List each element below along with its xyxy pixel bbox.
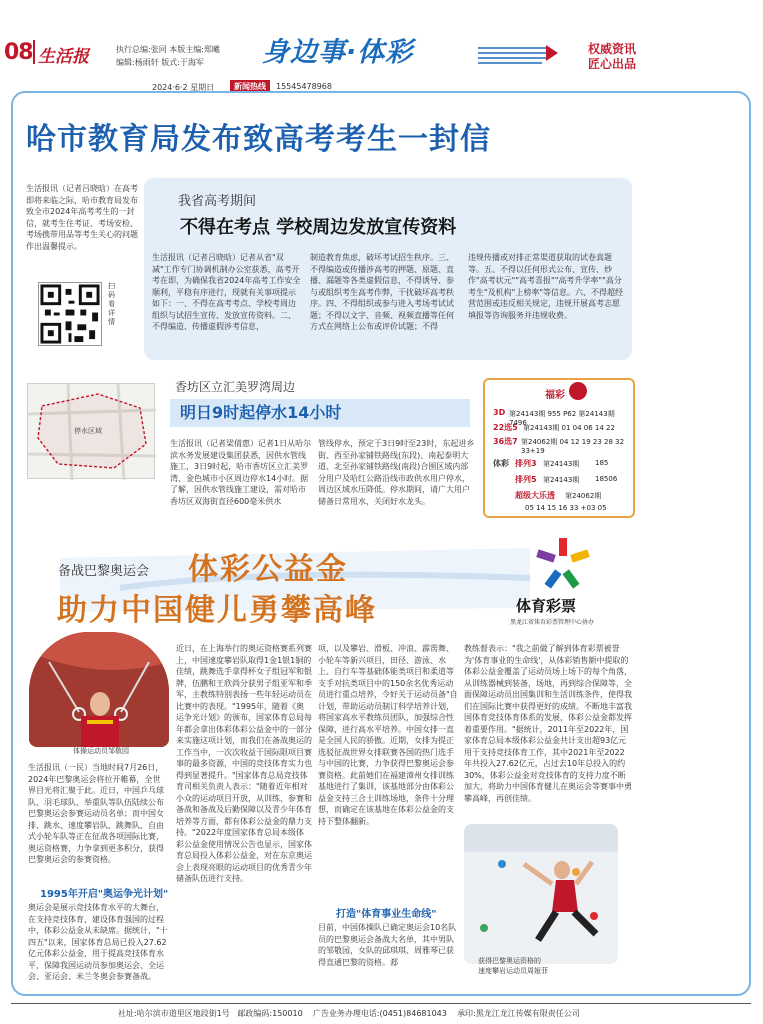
banner-headline-line-1: 体彩公益金 <box>188 552 348 587</box>
photo-caption-climber-line-1: 获得巴黎奥运资格的 <box>478 957 541 965</box>
sub-article-col-2: 制造教育焦虑，破坏考试招生秩序。三、不得编造或传播涉高考的押题、原题、直播、漏题等各类虚假信息，不得诱导、参与或组织考生高考作弊，干扰破坏高考秩序。四、不得组织或参与进入考场考试试题；不得以文字、音频、视频直播等任何方式在网络上公布或评价试题；不得 <box>310 253 454 331</box>
qr-code-icon[interactable] <box>38 282 102 346</box>
photo-caption-climber <box>478 956 548 976</box>
banner-kicker: 备战巴黎奥运会 <box>58 564 150 579</box>
welfare-logo-icon <box>569 382 587 400</box>
photo-caption-climber-line-2: 速度攀岩运动员周娅菲 <box>478 967 548 975</box>
paper-name: 生活报 <box>38 47 89 67</box>
dlt-label: 超级大乐透 <box>515 491 555 500</box>
main-col-4: 教练督表示："我之前做了解到体育彩票被誉为'体育事业的生命线'，从体彩销售额中提取的体彩公益金覆盖了运动员场上场下的每个角落，从训练器械到装备，场地，再到综合保障等，全面保障运动员出国集训和生活训练条件，使得我们在国际比赛中获得更好的成绩。不断地丰富我国体育竞技体育体系的发展，体彩公益金都发挥着重要作用。"据统计，2011年至2022年，国家体育总局本级体彩公益金共计支出超93亿元用于支持竞技体育工作，其中2021年至2022年共投入27.62亿元，占过去10年总投入的约30%，体彩公益金对竞技体育的支持力度不断加大，将助力中国体育健儿在奥运会等赛事中勇攀高峰，再创佳绩。 <box>464 644 632 803</box>
sports-lottery-logo-sub: 黑龙江省体育彩票管理中心协办 <box>510 619 595 626</box>
sub-article-kicker: 我省高考期间 <box>178 194 257 209</box>
photo-caption-gymnast: 体操运动员邹敬园 <box>73 747 129 755</box>
section-title: 身边事·体彩 <box>262 37 414 68</box>
pl3-label: 排列3 <box>515 459 537 468</box>
pl5-value: 18506 <box>595 475 618 483</box>
water-notice-headline: 明日9时起停水14小时 <box>180 403 342 422</box>
water-notice-col-2: 管线停水，预定于3日9时至23时，东起进乡街、西至孙家铺铁路线(东段)、南起泰明大道、北至孙家铺铁路线(南段)合围区域内部分用户及哈红公路沿线市政供水用户停水，周边区域水压降低。停水期间，请广大用户储备日常用水，关闭好水龙头。 <box>318 439 475 506</box>
gymnast-image-icon <box>29 632 169 747</box>
lot-36x7-label: 36选7 <box>493 437 518 446</box>
qr-label: 扫码看详情 <box>108 282 115 326</box>
lot-22x5-numbers: 第24143期 01 04 06 14 22 <box>523 424 615 432</box>
dlt-period: 第24062期 <box>565 492 602 500</box>
footer-ad-phone: 广告业务办理电话:(0451)84681043 <box>312 1009 447 1018</box>
gymnast-photo <box>29 632 169 747</box>
lot-22x5-label: 22选5 <box>493 423 518 432</box>
sports-lottery-logo-text: 体育彩票 <box>516 597 577 615</box>
main-col-1-tail: 奥运会是展示竞技体育水平的大舞台，在支持竞技体育，建设体育强国的过程中，体彩公益金从未缺席。据统计，"十四五"以来，国家体育总局已投入27.62亿元体彩公益金，用于提高竞技体育水平，保障我国运动员参加奥运会、全运会、亚运会、米兰冬奥会参赛备战。 <box>28 903 168 981</box>
lead-headline: 哈市教育局发布致高考考生一封信 <box>26 122 491 157</box>
dlt-numbers: 05 14 15 16 33 +03 05 <box>525 504 607 512</box>
footer-address: 社址:哈尔滨市道里区地段街1号 <box>118 1009 230 1018</box>
masthead-divider <box>33 40 35 64</box>
slogan-line-1: 权威资讯 <box>588 42 637 56</box>
outage-map <box>27 383 155 479</box>
banner-headline-line-2: 助力中国健儿勇攀高峰 <box>57 593 377 628</box>
intro-text: 生活报讯（记者吕晓晗）在高考即将来临之际，哈市教育局发布致全市2024年高考考生的一封信，就考生住考证、考场安检、考场携带用品等考生关心的问题作出温馨提示。 <box>26 184 138 251</box>
footer <box>118 1008 580 1019</box>
lot-3d-label: 3D <box>493 408 506 417</box>
sports-lottery-logo-icon <box>533 534 593 594</box>
footer-postcode: 邮政编码:150010 <box>237 1009 303 1018</box>
water-notice-col-1: 生活报讯（记者梁倩惠）记者1日从哈尔滨水务发展建设集团获悉，因供水管线施工，3日9时起，哈市香坊区立汇美罗湾、金色城市小区周边停水14小时。据了解，因供水管线施工建设，需对哈市香坊区双海街直径600毫米供水 <box>170 439 312 506</box>
pl5-period: 第24143期 <box>543 476 580 484</box>
main-col-1-lead: 生活报讯（一民）当地时间7月26日，2024年巴黎奥运会将拉开帷幕，全世界目光将汇聚于此。近日，中国乒乓球队、羽毛球队、举重队等队伍陆续公布巴黎奥运会参赛运动员名单；而中国女排、跳水、速度攀岩队、跳舞队、自由式小轮车队等正在征战各项国际比赛，奥运资格赛，力争拿到更多积分，获得巴黎奥运会的参赛资格。 <box>28 763 164 864</box>
pl3-value: 185 <box>595 459 609 467</box>
decorative-lines-icon <box>478 44 558 66</box>
main-subhead-2: 打造"体育事业生命线" <box>336 909 437 920</box>
climber-image-icon <box>464 824 618 964</box>
footer-printer: 承印:黑龙江龙江传媒有限责任公司 <box>457 1009 580 1018</box>
pl5-label: 排列5 <box>515 475 537 484</box>
masthead <box>0 0 763 82</box>
sub-article-col-3: 违规传播或对排正常渠道获取的试卷真题等。五、不得以任何形式公布、宣传、炒作"高考状元""高考喜报""高考升学率""高分考生"及机构"上榜率"等信息。六、不得超经营范围或违反相关规定，违规开展高考志愿填报等咨询服务并违规收费。 <box>468 253 624 320</box>
pl3-period: 第24143期 <box>543 460 580 468</box>
staff-line-2: 编辑:杨雨轩 版式:于海军 <box>116 58 204 67</box>
slogan-line-2: 匠心出品 <box>588 57 637 71</box>
welfare-lottery-title: 福彩 <box>545 390 565 401</box>
hotline-number: 15545478968 <box>276 82 332 91</box>
lot-36x7-numbers: 第24062期 04 12 19 23 28 32 33+19 <box>521 438 625 455</box>
sub-article-headline: 不得在考点 学校周边发放宣传资料 <box>180 217 457 238</box>
map-label: 停水区域 <box>74 427 102 435</box>
water-notice-kicker: 香坊区立汇美罗湾周边 <box>175 380 296 394</box>
staff-line-1: 执行总编:张同 本版主编:郑曦 <box>116 45 220 54</box>
hotline-label: 新闻热线 <box>230 80 270 93</box>
issue-date: 2024·6·2 星期日 <box>152 83 215 92</box>
main-subhead-1: 1995年开启"奥运争光计划" <box>40 889 169 900</box>
main-col-3-tail: 目前，中国体操队已确定奥运会10名队员的巴黎奥运会备战大名单，其中男队的邹敬园，女队的邱琪琪、周雅琴已获得直通巴黎的资格。郄 <box>318 923 457 967</box>
climber-photo <box>464 824 618 964</box>
sports-lottery-label: 体彩 <box>493 459 509 468</box>
footer-divider <box>11 1003 751 1004</box>
main-col-3: 项，以及攀岩、滑板、冲浪、霹雳舞、小轮车等新兴项目，田径、游泳、水上、自行车等基础体能类项目和柔道等支手对抗类项目中的150余名优秀运动员进行重点培养，令好关于运动员备"自计划，带助运动员制订科学培养计划，将国家高水平教练员团队，加强综合性保障，进行高水平培养。中国女排一直是全国人民的骄傲。近期，女排为提正选驳征战世界女排联赛各国的热门选手与中国的比赛，力争获得巴黎奥运会参赛资格。此前她们在福建漳州女排训练基地进行了集训，该基地部分由体彩公益金支持三合土训练场地，条件十分理想，而确定在该基地在体彩公益金的支持下整体翻新。 <box>318 644 458 826</box>
main-col-2: 近日，在上海举行的奥运资格赛系列赛上，中国速度攀岩队取得1金1银1铜的佳绩，跳舞选手拿得杯女子组冠军和银牌，伍鹏和王欣尚分获男子组亚军和季军，主教练特别表扬一些年轻运动员在比赛中的表现。"1995年，随着《奥运争光计划》的颁布，国家体育总局每年都会拿出体彩体彩公益金中的一部分来实施这项计划，而我们在备战奥运的工作当中，一次次收益于国际限项目赛事的最多资源，中国的竞技体育实力也得到显著提升。"国家体育总局竞技体育司相关负责人表示："随着近年相对小众的运动项目开放，从训练、参赛和备战和备战及后勤保障以及青少年体育培养等方面，都有体彩公益金的鼎力支持。"2022年度国家体育总局本级体彩公益金使用情况公告也显示，国家体育总局投入体彩公益金，对在东京奥运会上表现亮眼的运动项目的优秀青少年储备队伍进行支持。 <box>176 644 312 883</box>
lot-3d-numbers: 第24143期 955 P62 第24143期 7496 <box>509 410 615 427</box>
lottery-results-box <box>483 378 635 518</box>
page-number: 08 <box>4 40 33 65</box>
sub-article-col-1: 生活报讯（记者吕晓晗）记者从省"双减"工作专门协调机制办公室获悉，高考开考在即，为确保我省2024年高考工作安全顺利，平稳有序进行，现就有关事项提示如下：一、不得在高考考点、学校考周边组织与试招生宣传、发放宣传资料。二、不得编造、传播虚假涉考信息， <box>152 253 301 331</box>
